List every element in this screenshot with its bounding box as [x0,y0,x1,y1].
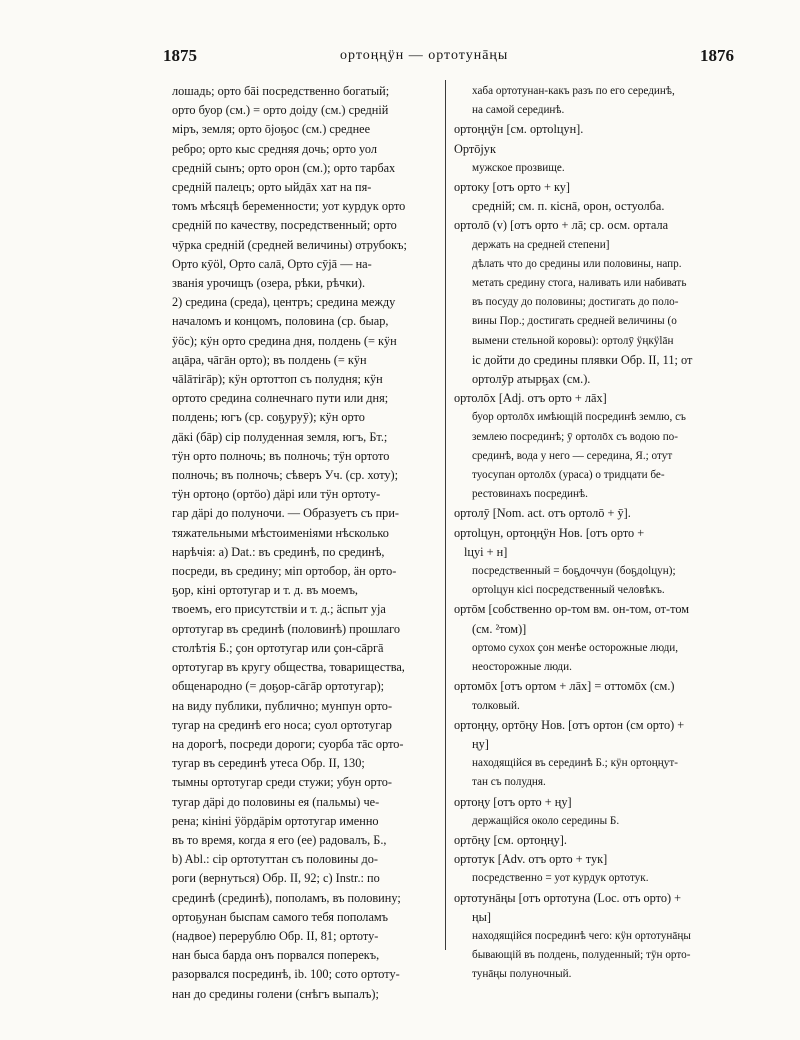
dictionary-line: тяжательными мѣстоименіями нѣсколько [172,525,389,540]
dictionary-line: срединѣ (срединѣ), пополамъ, въ половину; [172,890,401,905]
dictionary-line: ортоңңу, ортōңу Нов. [отъ ортон (см орто) + [454,717,685,732]
dictionary-line: находящійся посрединѣ чего: кӱн ортотунāңы [472,929,691,942]
dictionary-line: іс дойти до средины плявки Обр. II, 11; от [472,352,693,367]
dictionary-line: ортоңңӱн [см. ортоlцун]. [454,122,584,137]
dictionary-line: срединѣ, вода у него — середина, Я.; отут [472,449,673,462]
dictionary-line: держать на средней степени] [472,238,610,251]
dictionary-line: ортоку [отъ орто + ку] [454,180,571,195]
dictionary-line: вины Пор.; достигать средней величины (о [472,315,677,328]
dictionary-line: ортоңу [отъ орто + ңу] [454,794,572,809]
dictionary-line: орто буор (см.) = орто доіду (см.) средній [172,103,389,118]
dictionary-line: твоемъ, его присутствіи и т. д.; äспыт уја [172,602,386,617]
dictionary-line: посредственно = уот курдук ортотук. [472,872,649,885]
dictionary-line: буор ортолōх имѣющій посрединѣ землю, съ [472,411,686,424]
dictionary-line: ңу] [472,736,489,751]
dictionary-line: находящійся въ серединѣ Б.; кӱн ортоңңут- [472,757,678,770]
dictionary-line: полночь; въ полночь; сѣверъ Уч. (ср. хоту); [172,468,399,483]
dictionary-line: метать средину стога, наливать или набивать [472,277,687,290]
dictionary-line: тымны ортотугар среди стужи; убун орто- [172,775,392,790]
right-page-number: 1876 [700,46,734,65]
dictionary-line: средній сынъ; орто орон (см.); орто тарбах [172,160,396,175]
dictionary-line: b) Abl.: сір ортотуттан съ половины до- [172,852,378,867]
dictionary-line: ортолȳ [Nom. act. отъ ортолō + ȳ]. [454,506,631,521]
dictionary-line: дѣлать что до средины или половины, напр. [472,257,682,270]
left-page-number: 1875 [163,46,197,65]
dictionary-line: тӱн ортоңо (ортöо) дäрі или тӱн ортоту- [172,487,381,502]
dictionary-line: на дорогѣ, посреди дороги; суорба тāс орто- [172,736,404,751]
dictionary-line: тугар дäрі до половины ея (пальмы) че- [172,794,380,809]
page-header [0,46,800,74]
dictionary-line: томъ мѣсяцѣ беременности; уот курдук орто [172,199,406,214]
dictionary-line: нан быса барда онъ порвался поперекъ, [172,948,380,963]
dictionary-line: рена; кініні ӱöрдäрім ортотугар именно [172,813,379,828]
dictionary-line: ортотугар въ кругу общества, товарищества, [172,660,405,675]
dictionary-line: ортотук [Adv. отъ орто + тук] [454,852,608,867]
dictionary-line: посреди, въ средину; міп ортобор, äн орто- [172,564,397,579]
dictionary-line: средній; см. п. кіснā, орон, остуолба. [472,199,665,214]
dictionary-line: ортолō (v) [отъ орто + лā; ср. осм. ортала [454,218,669,233]
dictionary-line: ңы] [472,909,491,924]
dictionary-line: общенародно (= доҕор-сāгāр ортотугар); [172,679,385,694]
dictionary-line: ортотунāңы [отъ ортотуна (Loc. отъ орто) + [454,890,682,905]
dictionary-line: на виду публики, публично; мунпун орто- [172,698,393,713]
dictionary-line: гар дäрі до полуночи. — Образуетъ съ при- [172,506,399,521]
dictionary-line: (надвое) перерублю Обр. II, 81; ортоту- [172,928,379,943]
dictionary-line: столѣтія Б.; ҫон ортотугар или ҫон-сāргā [172,640,384,655]
dictionary-line: хаба ортотунан-какъ разъ по его серединѣ, [472,85,675,97]
dictionary-line: тӱн орто полночь; въ полночь; тӱн ортото [172,448,390,463]
dictionary-line: ортōңу [см. ортоңңу]. [454,832,567,847]
dictionary-line: дäкі (бāр) сір полуденная земля, югъ, Бт.; [172,429,388,444]
dictionary-line: ортомо сухох ҫон менѣе осторожные люди, [472,641,679,654]
dictionary-line: роги (вернуться) Обр. II, 92; c) Instr.: по [172,871,380,886]
dictionary-line: ҕор, кіні ортотугар и т. д. въ моемъ, [172,583,359,598]
dictionary-line: ортомōх [отъ ортом + лāх] = оттомōх (см.) [454,679,675,694]
dictionary-line: ацāра, чāгāн орто); въ полдень (= кӱн [172,352,367,367]
right-column [454,82,737,985]
dictionary-line: ӱöс); кӱн орто средина дня, полдень (= кӱн [172,333,397,348]
dictionary-line: ортотугар въ срединѣ (половинѣ) прошлаго [172,621,401,636]
dictionary-line: ортолȳр атырҕах (см.). [472,372,591,387]
dictionary-line: средній по качеству, посредственный; орто [172,218,397,233]
dictionary-line: на самой серединѣ. [472,104,565,117]
dictionary-line: неосторожные люди. [472,661,572,674]
dictionary-line: званія урочищъ (озера, рѣки, рѣчки). [172,276,366,291]
dictionary-line: землею посрединѣ; ӯ ортолōх съ водою по- [472,430,679,443]
dictionary-line: lцуі + н] [464,544,508,559]
dictionary-line: началомъ и концомъ, половина (ср. быар, [172,314,389,329]
column-divider [445,80,446,950]
dictionary-line: тунāңы полуночный. [472,968,572,981]
dictionary-line: чālāтігāр); кӱн ортоттоп съ полудня; кӱн [172,372,383,387]
dictionary-line: бывающій въ полдень, полуденный; тӱн орто- [472,949,691,962]
dictionary-line: ортолōх [Adj. отъ орто + лāх] [454,391,607,406]
dictionary-line: посредственный = боҕдоччун (боҕдоlцун); [472,565,676,578]
dictionary-line: мужское прозвище. [472,161,565,174]
dictionary-line: ортоlцун кісі посредственный человѣкъ. [472,584,665,597]
dictionary-line: ребро; орто кыс средняя дочь; орто уол [172,141,378,156]
dictionary-line: разорвался посрединѣ, ib. 100; сото ортоту- [172,967,400,982]
dictionary-line: держащійся около середины Б. [472,814,620,827]
dictionary-line: Ортōјук [454,141,496,156]
dictionary-line: рестовинахъ посрединѣ. [472,488,588,501]
dictionary-line: чӯрка средній (средней величины) отрубокъ; [172,237,407,252]
dictionary-line: толковый. [472,699,520,712]
dictionary-line: вымени стельной коровы): ортолȳ ӱңкӱlāн [472,334,674,347]
dictionary-line: міръ, земля; орто ōјоҕос (см.) среднее [172,122,371,137]
dictionary-line: тугар на срединѣ его носа; суол ортотугар [172,717,392,732]
dictionary-line: въ то время, когда я его (ее) радовалъ, Б., [172,832,387,847]
dictionary-line: ортōм [собственно ор-том вм. он-том, от-том [454,602,690,617]
dictionary-line: нарѣчія: a) Dat.: въ срединѣ, по срединѣ, [172,544,385,559]
dictionary-line: ортоҕунан быспам самого тебя пополамъ [172,909,389,924]
running-title: ортоңңӱн — ортотунāңы [340,48,509,63]
dictionary-line: 2) средина (среда), центръ; средина между [172,295,396,310]
left-column [172,82,442,1004]
dictionary-line: тан съ полудня. [472,776,546,789]
dictionary-line: (см. ²том)] [472,621,527,636]
dictionary-line: лошадь; орто бāі посредственно богатый; [172,84,390,98]
dictionary-line: тугар въ серединѣ утеса Обр. II, 130; [172,756,365,771]
dictionary-line: ортото средина солнечнаго пути или дня; [172,391,389,406]
dictionary-line: полдень; югъ (ср. соҕуруȳ); кӱн орто [172,410,365,425]
dictionary-line: въ посуду до половины; достигать до поло- [472,296,679,309]
dictionary-line: ортоlцун, ортоңңӱн Нов. [отъ орто + [454,525,645,540]
dictionary-line: средній палецъ; орто ыйдāх хат на пя- [172,180,372,195]
dictionary-line: Орто кӯöl, Орто салā, Орто сӯјā — на- [172,256,372,271]
dictionary-line: туосупан ортолōх (ураса) о тридцати бе- [472,469,665,482]
dictionary-line: нан до средины голени (снѣгъ выпалъ); [172,986,379,1001]
